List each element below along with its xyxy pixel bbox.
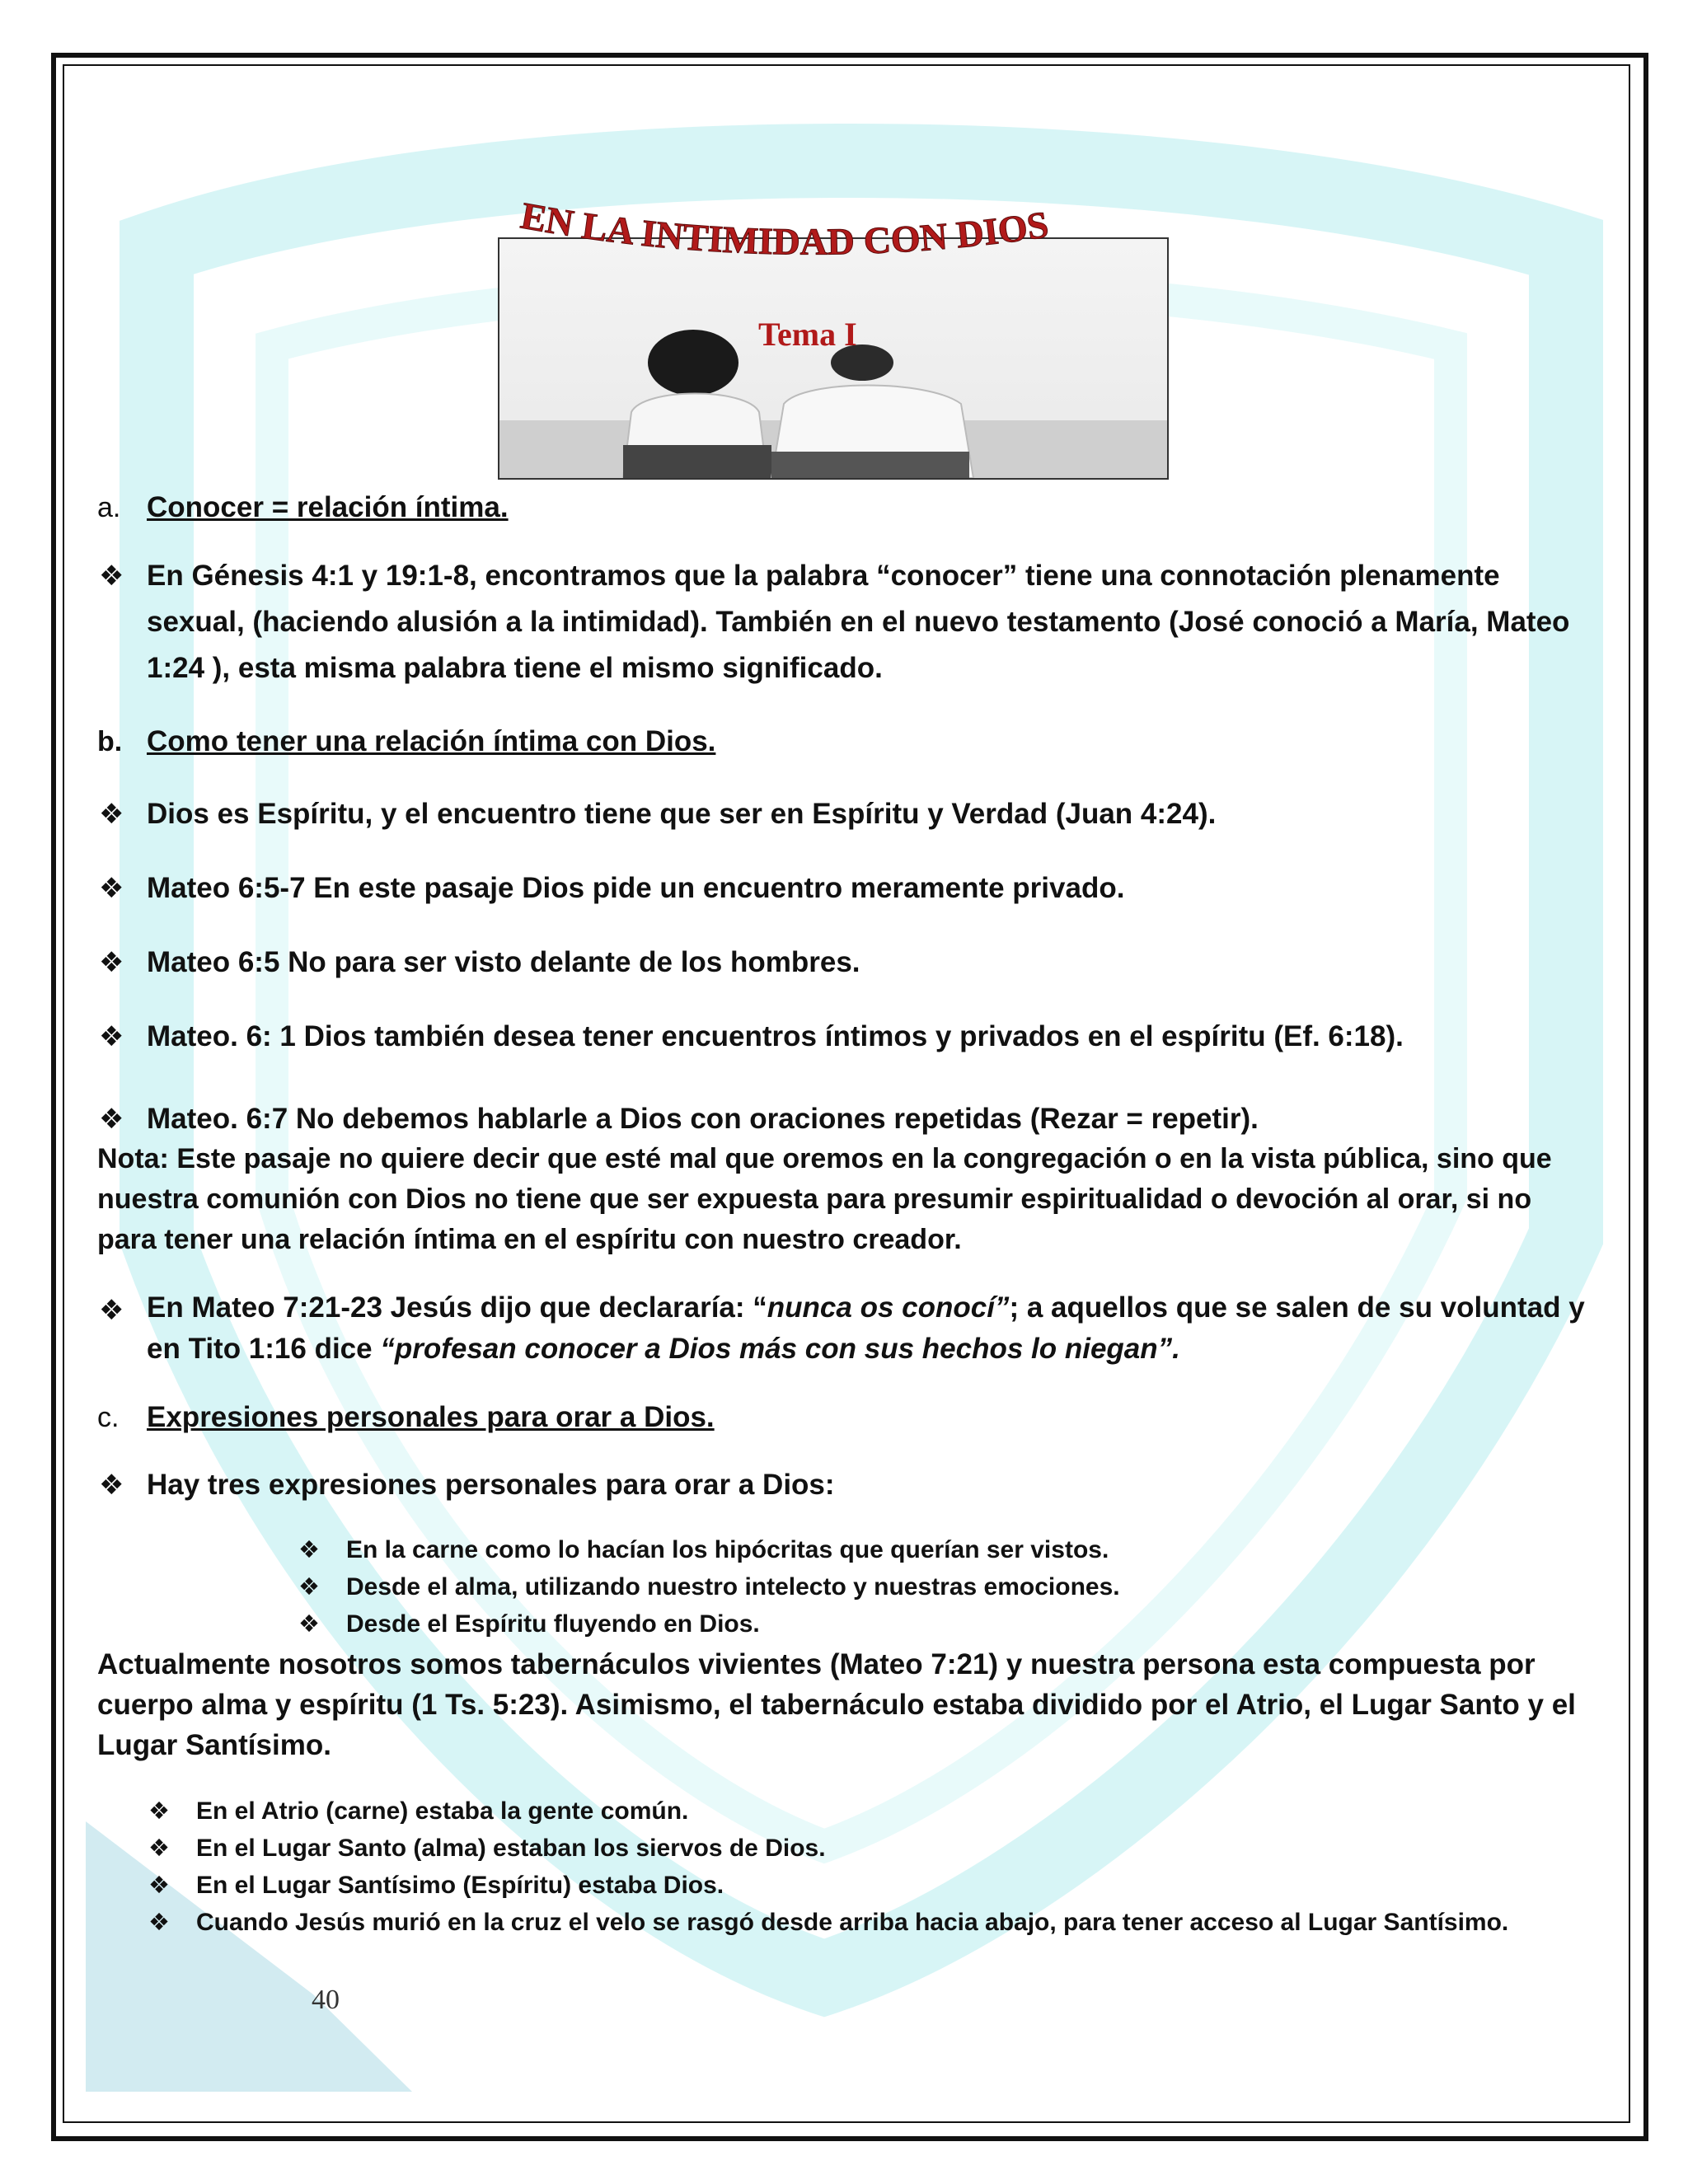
list-item: Mateo 6:5-7 En este pasaje Dios pide un encuentro meramente privado. bbox=[147, 872, 1125, 904]
banner-subtitle: Tema I bbox=[758, 316, 857, 353]
bullet-icon: ❖ bbox=[99, 1469, 124, 1501]
genesis-paragraph: En Génesis 4:1 y 19:1-8, encontramos que la palabra “conocer” tiene una connotación plenamente sexual, (haciendo alusión a la intimidad). También en el nuevo testamento (José conoció a María, Mateo 1:24 ), esta misma palabra tiene el mismo significado. bbox=[147, 560, 1570, 684]
list-item: Mateo 6:5 No para ser visto delante de los hombres. bbox=[147, 946, 860, 978]
banner-title: EN LA INTIMIDAD CON DIOS bbox=[518, 194, 1052, 263]
section-b-heading: Como tener una relación íntima con Dios. bbox=[147, 725, 716, 757]
mateo-7-quote-2: “profesan conocer a Dios más con sus hechos lo niegan”. bbox=[380, 1333, 1180, 1365]
bullet-icon: ❖ bbox=[99, 873, 124, 904]
svg-text:EN LA INTIMIDAD CON DIOS bbox=[518, 194, 1051, 263]
mateo-7-quote-1: nunca os conocí” bbox=[767, 1291, 1010, 1324]
section-a-label: a. bbox=[97, 492, 121, 523]
list-item: Cuando Jesús murió en la cruz el velo se rasgó desde arriba hacia abajo, para tener acceso al Lugar Santísimo. bbox=[196, 1909, 1509, 1936]
list-item: Dios es Espíritu, y el encuentro tiene que ser en Espíritu y Verdad (Juan 4:24). bbox=[147, 798, 1217, 830]
bullet-icon: ❖ bbox=[99, 1104, 124, 1135]
banner-title-arc bbox=[503, 194, 1162, 293]
bullet-icon: ❖ bbox=[298, 1611, 320, 1638]
bullet-icon: ❖ bbox=[99, 1021, 124, 1052]
bullet-icon: ❖ bbox=[99, 799, 124, 830]
mateo-7-text-2: ; a aquellos que se salen de su voluntad y en Tito 1:16 dice bbox=[147, 1291, 1585, 1365]
bullet-icon: ❖ bbox=[298, 1537, 320, 1563]
bullet-icon: ❖ bbox=[148, 1910, 170, 1936]
bullet-icon: ❖ bbox=[148, 1798, 170, 1825]
c-intro: Hay tres expresiones personales para orar a Dios: bbox=[147, 1469, 835, 1501]
nota-paragraph: Nota: Este pasaje no quiere decir que esté mal que oremos en la congregación o en la vista pública, sino que nuestra comunión con Dios no tiene que ser expuesta para presumir espiritualidad o devoción al orar, si no para tener una relación íntima en el espíritu con nuestro creador. bbox=[97, 1143, 1552, 1255]
list-item: Mateo. 6: 1 Dios también desea tener encuentros íntimos y privados en el espíritu (Ef. 6:18). bbox=[147, 1020, 1404, 1052]
list-item: En la carne como lo hacían los hipócritas que querían ser vistos. bbox=[346, 1536, 1109, 1563]
bullet-icon: ❖ bbox=[99, 1295, 124, 1326]
section-c-heading: Expresiones personales para orar a Dios. bbox=[147, 1401, 715, 1433]
list-item: Mateo. 6:7 No debemos hablarle a Dios con oraciones repetidas (Rezar = repetir). bbox=[147, 1103, 1259, 1135]
list-item: En el Lugar Santo (alma) estaban los siervos de Dios. bbox=[196, 1835, 826, 1862]
bullet-icon: ❖ bbox=[148, 1872, 170, 1899]
actualmente-paragraph: Actualmente nosotros somos tabernáculos vivientes (Mateo 7:21) y nuestra persona esta compuesta por cuerpo alma y espíritu (1 Ts. 5:23). Asimismo, el tabernáculo estaba dividido por el Atrio, el Lugar Santo y el Lugar Santísimo. bbox=[97, 1648, 1576, 1761]
section-a-heading: Conocer = relación íntima. bbox=[147, 491, 509, 523]
bullet-icon: ❖ bbox=[148, 1835, 170, 1862]
bullet-icon: ❖ bbox=[99, 560, 124, 592]
list-item: Desde el alma, utilizando nuestro intelecto y nuestras emociones. bbox=[346, 1573, 1120, 1601]
mateo-7-text-1: En Mateo 7:21-23 Jesús dijo que declararía: “ bbox=[147, 1291, 767, 1324]
list-item: Desde el Espíritu fluyendo en Dios. bbox=[346, 1610, 760, 1638]
mateo-7-paragraph bbox=[147, 1287, 1589, 1370]
bullet-icon: ❖ bbox=[298, 1574, 320, 1601]
list-item: En el Atrio (carne) estaba la gente común. bbox=[196, 1797, 689, 1825]
page-number: 40 bbox=[312, 1985, 340, 2015]
section-c-label: c. bbox=[97, 1402, 120, 1433]
list-item: En el Lugar Santísimo (Espíritu) estaba Dios. bbox=[196, 1872, 724, 1899]
bullet-icon: ❖ bbox=[99, 947, 124, 978]
section-b-label: b. bbox=[97, 726, 123, 757]
